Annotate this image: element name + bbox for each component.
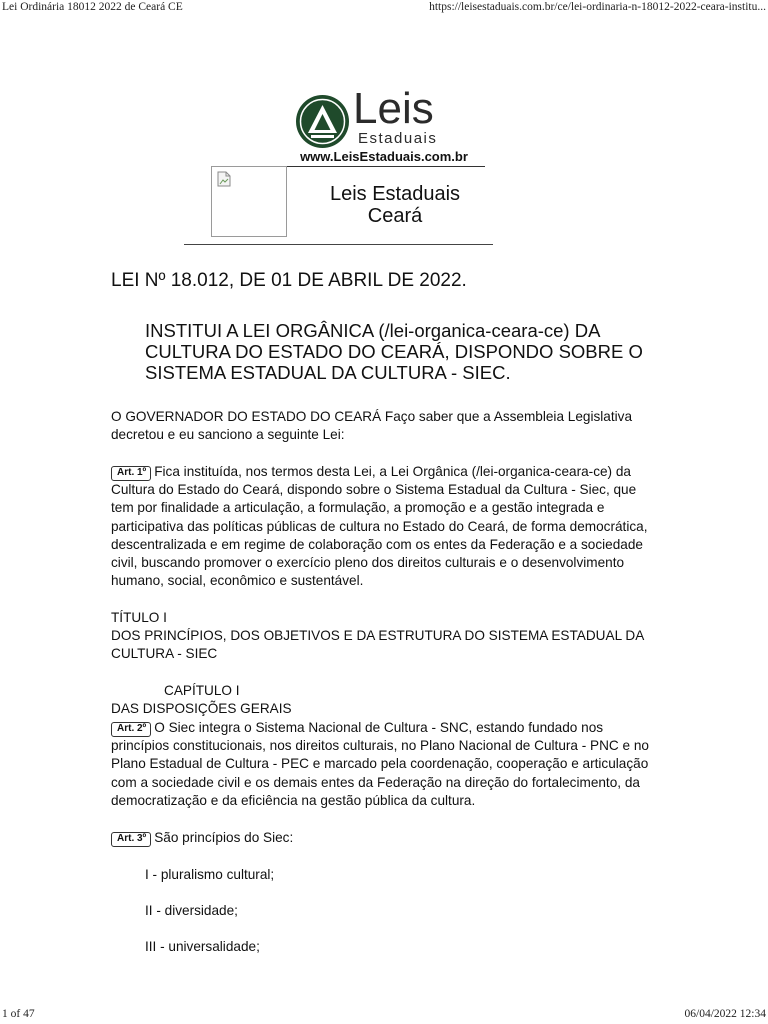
- article-2-text: O Siec integra o Sistema Nacional de Cultura - SNC, estando fundado nos princípios constitucionais, nos direitos culturais, no Plano Nacional de Cultura - PNC e no Plano Estadual de Cultura - PEC e marcado pela coordenação, cooperação e articulação com a sociedade civil e os demais entes da Federação na direção do fortalecimento, da democratização e da eficiência na gestão pública da cultura.: [111, 720, 649, 808]
- site-logo[interactable]: [296, 84, 456, 149]
- article-3-badge[interactable]: Art. 3º: [111, 832, 151, 847]
- list-item: II - diversidade;: [145, 903, 238, 918]
- article-3-text: São princípios do Siec:: [154, 830, 294, 845]
- print-header: [0, 0, 768, 16]
- state-title-line2: Ceará: [367, 205, 423, 227]
- print-date: 06/04/2022 12:34: [684, 1008, 766, 1020]
- titulo-name: DOS PRINCÍPIOS, DOS OBJETIVOS E DA ESTRUTURA DO SISTEMA ESTADUAL DA CULTURA - SIEC: [111, 628, 644, 662]
- article-2-badge[interactable]: Art. 2º: [111, 722, 151, 737]
- state-flag-image: [211, 166, 287, 237]
- law-title: LEI Nº 18.012, DE 01 DE ABRIL DE 2022.: [111, 270, 467, 291]
- capitulo-name: DAS DISPOSIÇÕES GERAIS: [111, 701, 292, 716]
- list-item: III - universalidade;: [145, 939, 260, 954]
- article-3: [111, 829, 656, 847]
- print-page-title: Lei Ordinária 18012 2022 de Ceará CE: [2, 1, 183, 13]
- print-footer: [0, 1006, 768, 1024]
- article-1-badge[interactable]: Art. 1º: [111, 466, 151, 481]
- page-number: 1 of 47: [2, 1008, 35, 1020]
- preamble: O GOVERNADOR DO ESTADO DO CEARÁ Faço saber que a Assembleia Legislativa decretou e eu sanciono a seguinte Lei:: [111, 409, 633, 443]
- state-title: [300, 183, 490, 227]
- article-2: [111, 719, 656, 810]
- broken-image-icon: [217, 171, 231, 187]
- logo-subtitle: Estaduais: [358, 130, 438, 147]
- law-ementa: INSTITUI A LEI ORGÂNICA (/lei-organica-ceara-ce) DA CULTURA DO ESTADO DO CEARÁ, DISPONDO SOBRE O SISTEMA ESTADUAL DA CULTURA - SIEC.: [145, 320, 643, 383]
- leis-logo-icon: [296, 95, 349, 148]
- logo-wordmark: Leis: [353, 84, 434, 133]
- titulo-label: TÍTULO I: [111, 610, 167, 625]
- list-item: I - pluralismo cultural;: [145, 867, 275, 882]
- capitulo-label: CAPÍTULO I: [164, 683, 240, 698]
- article-1-text: Fica instituída, nos termos desta Lei, a Lei Orgânica (/lei-organica-ceara-ce) da Cultura do Estado do Ceará, dispondo sobre o Sistema Estadual da Cultura - Siec, que tem por finalidade a articulação, a formulação, a promoção e a gestão integrada e participativa das políticas públicas de cultura no Estado do Ceará, de forma democrática, descentralizada e em regime de colaboração com os entes da Federação e a sociedade civil, buscando promover o exercício pleno dos direitos culturais e o desenvolvimento humano, social, econômico e sustentável.: [111, 464, 648, 589]
- site-url-link[interactable]: www.LeisEstaduais.com.br: [283, 150, 485, 167]
- print-page-url[interactable]: https://leisestaduais.com.br/ce/lei-ordinaria-n-18012-2022-ceara-institu...: [429, 1, 766, 13]
- header-divider: [184, 244, 493, 245]
- state-title-line1: Leis Estaduais: [329, 183, 461, 205]
- article-1: [111, 463, 656, 590]
